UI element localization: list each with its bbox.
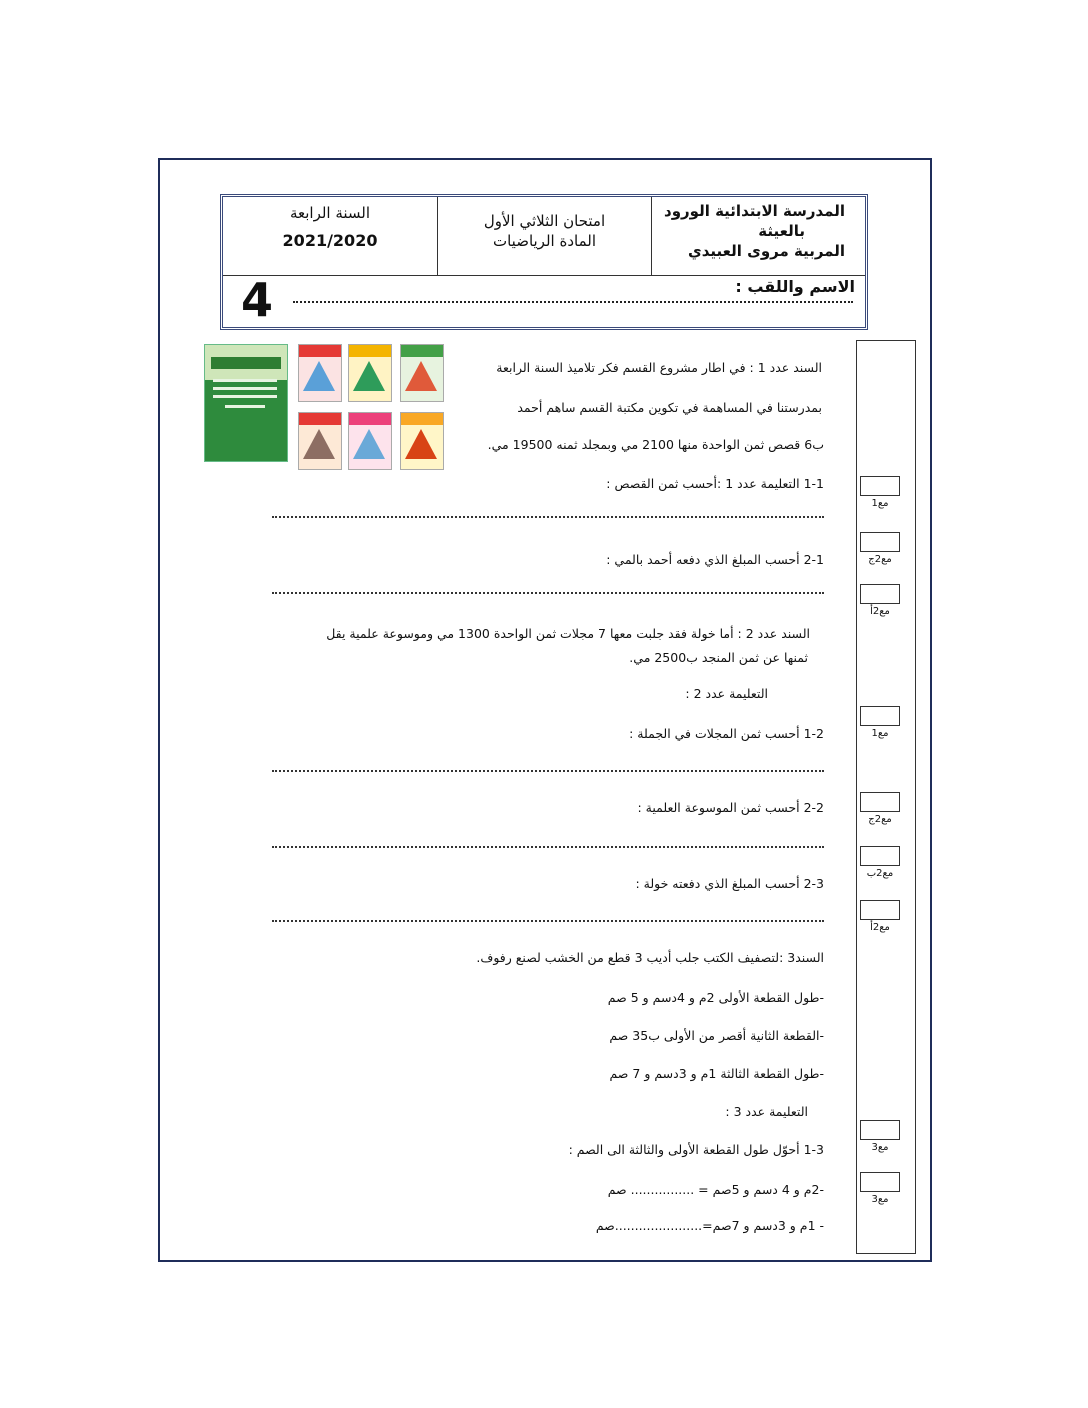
mark-box[interactable] — [860, 476, 900, 509]
question-2-3: 2-3 أحسب المبلغ الذي دفعته خولة : — [635, 876, 824, 891]
support-1-line-2: بمدرستنا في المساهمة في تكوين مكتبة القسم ساهم أحمد — [517, 400, 822, 415]
story-book-image — [348, 344, 392, 402]
support-1-line-3: ب6 قصص ثمن الواحدة منها 2100 مي وبمجلد ثمنه 19500 مي. — [487, 437, 824, 452]
name-field[interactable] — [293, 301, 853, 303]
mark-box[interactable] — [860, 1120, 900, 1153]
mark-label: مع3 — [871, 1194, 889, 1205]
mark-input[interactable] — [860, 706, 900, 726]
grade-number: 4 — [241, 273, 274, 327]
mark-box[interactable] — [860, 1172, 900, 1205]
question-3-b: - 1م و 3دسم و 7صم=......................صم — [595, 1218, 824, 1233]
mark-box[interactable] — [860, 900, 900, 933]
mark-input[interactable] — [860, 476, 900, 496]
mark-input[interactable] — [860, 532, 900, 552]
school-year: 2021/2020 — [282, 231, 378, 250]
school-town: بالعيثة — [758, 222, 805, 240]
question-3-1: 1-3 أحوّل طول القطعة الأولى والثالثة الى الصم : — [568, 1142, 824, 1157]
mark-label: مع1 — [871, 498, 889, 509]
mark-box[interactable] — [860, 792, 900, 825]
exam-title: امتحان الثلاثي الأول — [483, 212, 606, 230]
answer-line[interactable] — [272, 846, 824, 848]
exam-header — [220, 194, 868, 330]
question-1-2: 2-1 أحسب المبلغ الذي دفعه أحمد بالمي : — [606, 552, 824, 567]
mark-label: مع2ج — [868, 554, 892, 565]
mark-input[interactable] — [860, 1120, 900, 1140]
mark-label: مع2أ — [870, 922, 890, 933]
teacher-name: المربية مروى العبيدي — [687, 242, 845, 260]
year-cell — [223, 197, 437, 275]
answer-line[interactable] — [272, 516, 824, 518]
support-3-line-2: -طول القطعة الأولى 2م و 4دسم و 5 صم — [607, 990, 824, 1005]
grade-label: السنة الرابعة — [289, 204, 371, 222]
story-book-image — [298, 344, 342, 402]
dictionary-cover-image — [204, 344, 288, 462]
question-1-1: 1-1 التعليمة عدد 1 :أحسب ثمن القصص : — [606, 476, 824, 491]
support-3-line-1: السند3 :لتصفيف الكتب جلب أديب 3 قطع من الخشب لصنع رفوف. — [476, 950, 824, 965]
mark-input[interactable] — [860, 846, 900, 866]
question-2-2: 2-2 أحسب ثمن الموسوعة العلمية : — [637, 800, 824, 815]
support-3-line-4: -طول القطعة الثالثة 1م و 3دسم و 7 صم — [609, 1066, 824, 1081]
story-book-image — [400, 344, 444, 402]
books-illustration — [204, 344, 448, 474]
mark-label: مع1 — [871, 728, 889, 739]
answer-line[interactable] — [272, 770, 824, 772]
mark-box[interactable] — [860, 532, 900, 565]
instruction-3: التعليمة عدد 3 : — [725, 1104, 808, 1119]
story-book-image — [400, 412, 444, 470]
school-name: المدرسة الابتدائية الورود — [664, 202, 845, 220]
question-3-a: -2م و 4 دسم و 5صم = ................ صم — [607, 1182, 824, 1197]
story-book-image — [298, 412, 342, 470]
school-cell — [651, 197, 865, 275]
mark-label: مع2ب — [866, 868, 894, 879]
exam-cell — [437, 197, 651, 275]
subject: المادة الرياضيات — [492, 232, 596, 250]
support-1-line-1: السند عدد 1 : في اطار مشروع القسم فكر تلاميذ السنة الرابعة — [496, 360, 822, 375]
mark-box[interactable] — [860, 706, 900, 739]
support-3-line-3: -القطعة الثانية أقصر من الأولى ب35 صم — [609, 1028, 824, 1043]
mark-input[interactable] — [860, 792, 900, 812]
mark-label: مع2أ — [870, 606, 890, 617]
header-top-row — [223, 197, 865, 276]
name-label: الاسم واللقب : — [735, 277, 855, 296]
support-2-line-1: السند عدد 2 : أما خولة فقد جلبت معها 7 مجلات ثمن الواحدة 1300 مي وموسوعة علمية يقل — [326, 626, 810, 641]
answer-line[interactable] — [272, 920, 824, 922]
support-2-line-2: ثمنها عن ثمن المنجد ب2500 مي. — [629, 650, 808, 665]
mark-label: مع2ج — [868, 814, 892, 825]
answer-line[interactable] — [272, 592, 824, 594]
story-book-image — [348, 412, 392, 470]
mark-label: مع3 — [871, 1142, 889, 1153]
mark-input[interactable] — [860, 1172, 900, 1192]
mark-input[interactable] — [860, 584, 900, 604]
mark-box[interactable] — [860, 584, 900, 617]
mark-input[interactable] — [860, 900, 900, 920]
instruction-2: التعليمة عدد 2 : — [685, 686, 768, 701]
question-2-1: 1-2 أحسب ثمن المجلات في الجملة : — [629, 726, 824, 741]
mark-box[interactable] — [860, 846, 900, 879]
